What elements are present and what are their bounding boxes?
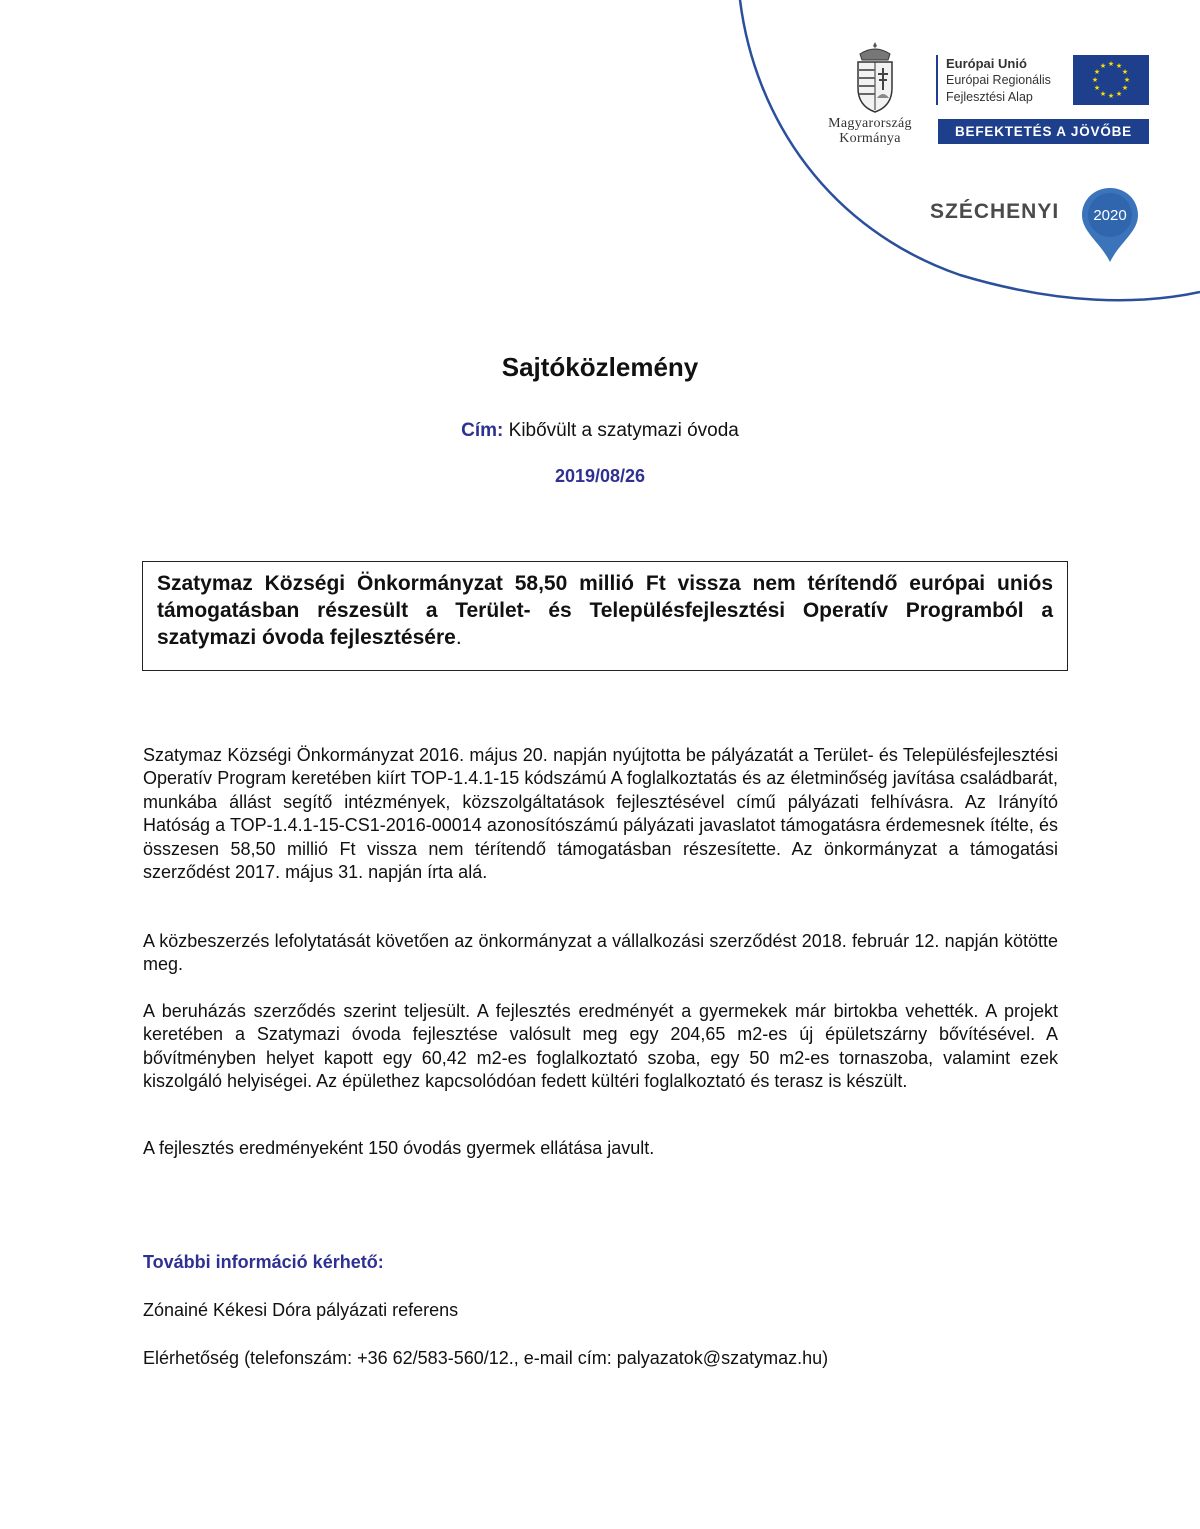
eu-fund-line2: Fejlesztési Alap [946, 90, 1033, 104]
svg-text:★: ★ [1091, 76, 1099, 84]
svg-text:★: ★ [1093, 84, 1101, 92]
page-title: Sajtóközlemény [501, 352, 699, 382]
svg-text:★: ★ [1121, 68, 1129, 76]
szechenyi-year: 2020 [1093, 207, 1127, 224]
coat-of-arms-icon [846, 40, 904, 114]
summary-period: . [455, 626, 462, 649]
svg-text:★: ★ [1123, 76, 1131, 84]
subject-label: Cím: [461, 420, 504, 441]
eu-flag-icon [1073, 55, 1149, 105]
svg-text:★: ★ [1115, 62, 1123, 70]
svg-text:★: ★ [1093, 68, 1101, 76]
body-paragraph-2: A közbeszerzés lefolytatását követően az önkormányzat a vállalkozási szerződést 2018. február 12. napján kötötte meg. [143, 931, 1058, 975]
subject-text: Kibővült a szatymazi óvoda [508, 420, 739, 441]
svg-text:★: ★ [1115, 90, 1123, 98]
svg-text:★: ★ [1099, 62, 1107, 70]
summary-box [142, 561, 1068, 671]
body-paragraph-1: Szatymaz Községi Önkormányzat 2016. május 20. napján nyújtotta be pályázatát a Terület- és Településfejlesztési Operatív Program keretében kiírt TOP-1.4.1-15 kódszámú A foglalkoztatás és az életminőség javítása családbarát, munkába állást segítő intézmények, közszolgáltatások fejlesztésével című pályázati felhívásra. Az Irányító Hatóság a TOP-1.4.1-15-CS1-2016-00014 azonosítószámú pályázati javaslatot támogatásra érdemesnek ítélte, és összesen 58,50 millió Ft vissza nem térítendő támogatásban részesítette. Az önkormányzat a támogatási szerződést 2017. május 31. napján írta alá. [143, 745, 1058, 883]
szechenyi-logo-text: SZÉCHENYI [930, 200, 1060, 223]
subject-line [0, 420, 1200, 442]
svg-text:★: ★ [1099, 90, 1107, 98]
eu-title: Európai Unió [946, 56, 1027, 71]
body-paragraph-3: A beruházás szerződés szerint teljesült. A fejlesztés eredményét a gyermekek már birtokba vehették. A projekt keretében a Szatymazi óvoda fejlesztése valósult meg egy 204,65 m2-es új épületszárny bővítésével. A bővítményben helyet kapott egy 60,42 m2-es foglalkoztató szoba, egy 50 m2-es tornaszoba, valamint ezek kiszolgáló helyiségei. Az épülethez kapcsolódóan fedett kültéri foglalkoztató és terasz is készült. [143, 1001, 1058, 1092]
body-paragraph-4: A fejlesztés eredményeként 150 óvodás gyermek ellátása javult. [143, 1138, 655, 1158]
release-date: 2019/08/26 [554, 466, 646, 486]
contact-person: Zónainé Kékesi Dóra pályázati referens [143, 1300, 459, 1320]
svg-text:★: ★ [1107, 92, 1115, 100]
szechenyi-pin-icon [1080, 186, 1140, 264]
eu-fund-line1: Európai Regionális [946, 73, 1051, 87]
contact-details: Elérhetőség (telefonszám: +36 62/583-560/12., e-mail cím: palyazatok@szatymaz.hu) [143, 1348, 829, 1368]
svg-text:★: ★ [1121, 84, 1129, 92]
header-arc [0, 0, 1200, 320]
eu-fund-text [946, 55, 1051, 106]
government-name-line1: Magyarország [828, 116, 912, 131]
government-logo-text [812, 116, 928, 146]
svg-text:★: ★ [1107, 60, 1115, 68]
government-name-line2: Kormánya [839, 131, 901, 146]
logo-divider [936, 55, 938, 105]
summary-text: Szatymaz Községi Önkormányzat 58,50 millió Ft vissza nem térítendő európai uniós támogatásban részesült a Terület- és Településfejlesztési Operatív Programból a szatymazi óvoda fejlesztésére [157, 572, 1053, 649]
more-info-heading: További információ kérhető: [143, 1252, 384, 1272]
eu-slogan-banner: BEFEKTETÉS A JÖVŐBE [938, 119, 1149, 144]
